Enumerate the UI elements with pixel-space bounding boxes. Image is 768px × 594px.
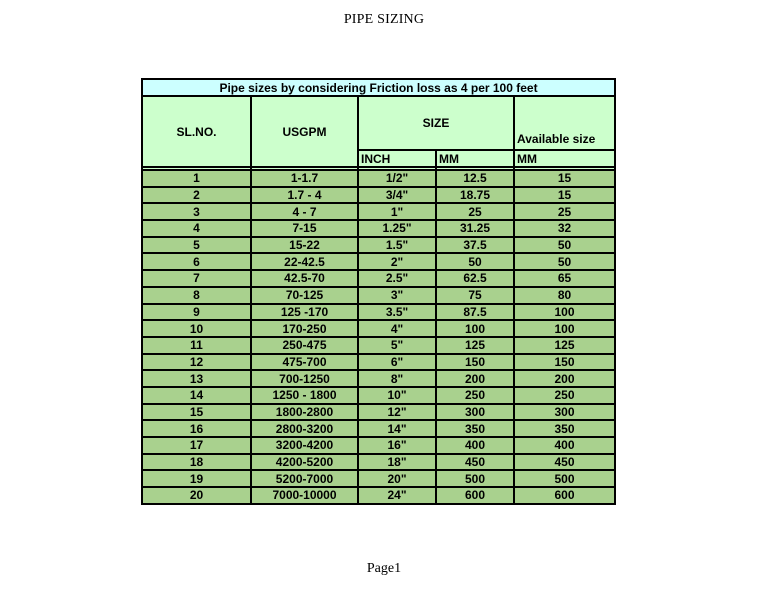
cell-sl-no: 1	[142, 170, 251, 187]
cell-mm: 450	[436, 454, 514, 471]
page-footer: Page1	[366, 561, 402, 576]
table-row	[142, 237, 615, 254]
cell-mm: 500	[436, 470, 514, 487]
cell-available-mm: 500	[514, 470, 615, 487]
cell-usgpm: 4200-5200	[251, 454, 358, 471]
cell-mm: 37.5	[436, 237, 514, 254]
cell-sl-no: 9	[142, 304, 251, 321]
cell-usgpm: 250-475	[251, 337, 358, 354]
header-sl-no: SL.NO.	[142, 96, 251, 167]
cell-inch: 18"	[358, 454, 436, 471]
cell-mm: 350	[436, 420, 514, 437]
cell-mm: 300	[436, 404, 514, 421]
cell-sl-no: 5	[142, 237, 251, 254]
cell-mm: 125	[436, 337, 514, 354]
cell-available-mm: 350	[514, 420, 615, 437]
cell-mm: 250	[436, 387, 514, 404]
header-size: SIZE	[358, 96, 514, 150]
cell-usgpm: 1.7 - 4	[251, 187, 358, 204]
cell-sl-no: 16	[142, 420, 251, 437]
cell-available-mm: 25	[514, 203, 615, 220]
cell-inch: 10"	[358, 387, 436, 404]
cell-sl-no: 4	[142, 220, 251, 237]
table-row	[142, 304, 615, 321]
cell-usgpm: 1800-2800	[251, 404, 358, 421]
header-usgpm: USGPM	[251, 96, 358, 167]
header-row	[142, 96, 615, 150]
cell-mm: 75	[436, 287, 514, 304]
cell-available-mm: 300	[514, 404, 615, 421]
cell-inch: 2.5"	[358, 270, 436, 287]
cell-sl-no: 19	[142, 470, 251, 487]
cell-available-mm: 15	[514, 187, 615, 204]
cell-usgpm: 1250 - 1800	[251, 387, 358, 404]
cell-mm: 200	[436, 370, 514, 387]
cell-usgpm: 2800-3200	[251, 420, 358, 437]
caption-row	[142, 79, 615, 96]
cell-sl-no: 6	[142, 253, 251, 270]
cell-mm: 400	[436, 437, 514, 454]
cell-sl-no: 2	[142, 187, 251, 204]
cell-usgpm: 5200-7000	[251, 470, 358, 487]
cell-sl-no: 8	[142, 287, 251, 304]
table-row	[142, 370, 615, 387]
cell-available-mm: 200	[514, 370, 615, 387]
table-row	[142, 437, 615, 454]
cell-available-mm: 600	[514, 487, 615, 504]
cell-mm: 150	[436, 354, 514, 371]
table-row	[142, 170, 615, 187]
cell-sl-no: 11	[142, 337, 251, 354]
cell-usgpm: 4 - 7	[251, 203, 358, 220]
cell-available-mm: 15	[514, 170, 615, 187]
cell-available-mm: 125	[514, 337, 615, 354]
table-row	[142, 187, 615, 204]
cell-usgpm: 7000-10000	[251, 487, 358, 504]
cell-inch: 20"	[358, 470, 436, 487]
subheader-mm: MM	[436, 150, 514, 167]
cell-sl-no: 12	[142, 354, 251, 371]
cell-inch: 24"	[358, 487, 436, 504]
table-row	[142, 270, 615, 287]
cell-sl-no: 17	[142, 437, 251, 454]
cell-inch: 1/2"	[358, 170, 436, 187]
table-row	[142, 337, 615, 354]
cell-usgpm: 475-700	[251, 354, 358, 371]
cell-inch: 1.5"	[358, 237, 436, 254]
subheader-available-mm: MM	[514, 150, 615, 167]
table-row	[142, 487, 615, 504]
cell-available-mm: 150	[514, 354, 615, 371]
table-row	[142, 454, 615, 471]
table-row	[142, 387, 615, 404]
cell-sl-no: 13	[142, 370, 251, 387]
table-row	[142, 287, 615, 304]
cell-inch: 4"	[358, 320, 436, 337]
cell-usgpm: 7-15	[251, 220, 358, 237]
cell-usgpm: 700-1250	[251, 370, 358, 387]
cell-available-mm: 450	[514, 454, 615, 471]
cell-mm: 100	[436, 320, 514, 337]
cell-sl-no: 10	[142, 320, 251, 337]
cell-usgpm: 70-125	[251, 287, 358, 304]
cell-inch: 8"	[358, 370, 436, 387]
cell-sl-no: 7	[142, 270, 251, 287]
table-row	[142, 470, 615, 487]
cell-mm: 12.5	[436, 170, 514, 187]
table-row	[142, 320, 615, 337]
cell-sl-no: 20	[142, 487, 251, 504]
cell-inch: 3"	[358, 287, 436, 304]
cell-inch: 12"	[358, 404, 436, 421]
cell-inch: 3/4"	[358, 187, 436, 204]
cell-inch: 14"	[358, 420, 436, 437]
cell-mm: 87.5	[436, 304, 514, 321]
pipe-sizing-table	[141, 78, 616, 505]
cell-inch: 16"	[358, 437, 436, 454]
table-caption: Pipe sizes by considering Friction loss as 4 per 100 feet	[142, 79, 615, 96]
cell-available-mm: 250	[514, 387, 615, 404]
cell-usgpm: 15-22	[251, 237, 358, 254]
cell-usgpm: 170-250	[251, 320, 358, 337]
cell-sl-no: 3	[142, 203, 251, 220]
cell-mm: 18.75	[436, 187, 514, 204]
page-title: PIPE SIZING	[343, 12, 425, 27]
cell-available-mm: 80	[514, 287, 615, 304]
cell-mm: 25	[436, 203, 514, 220]
cell-inch: 6"	[358, 354, 436, 371]
cell-available-mm: 50	[514, 253, 615, 270]
cell-available-mm: 100	[514, 304, 615, 321]
cell-mm: 50	[436, 253, 514, 270]
cell-inch: 1.25"	[358, 220, 436, 237]
cell-mm: 31.25	[436, 220, 514, 237]
cell-usgpm: 1-1.7	[251, 170, 358, 187]
cell-inch: 3.5"	[358, 304, 436, 321]
cell-available-mm: 50	[514, 237, 615, 254]
cell-mm: 62.5	[436, 270, 514, 287]
cell-available-mm: 100	[514, 320, 615, 337]
table-row	[142, 203, 615, 220]
cell-available-mm: 32	[514, 220, 615, 237]
cell-mm: 600	[436, 487, 514, 504]
table-row	[142, 420, 615, 437]
cell-inch: 5"	[358, 337, 436, 354]
table-row	[142, 253, 615, 270]
subheader-inch: INCH	[358, 150, 436, 167]
cell-usgpm: 3200-4200	[251, 437, 358, 454]
cell-sl-no: 15	[142, 404, 251, 421]
cell-usgpm: 125 -170	[251, 304, 358, 321]
header-available-size: Available size	[514, 96, 615, 150]
cell-available-mm: 400	[514, 437, 615, 454]
table-row	[142, 404, 615, 421]
table-row	[142, 354, 615, 371]
cell-usgpm: 22-42.5	[251, 253, 358, 270]
cell-inch: 1"	[358, 203, 436, 220]
cell-available-mm: 65	[514, 270, 615, 287]
cell-sl-no: 18	[142, 454, 251, 471]
table-row	[142, 220, 615, 237]
cell-inch: 2"	[358, 253, 436, 270]
cell-usgpm: 42.5-70	[251, 270, 358, 287]
cell-sl-no: 14	[142, 387, 251, 404]
